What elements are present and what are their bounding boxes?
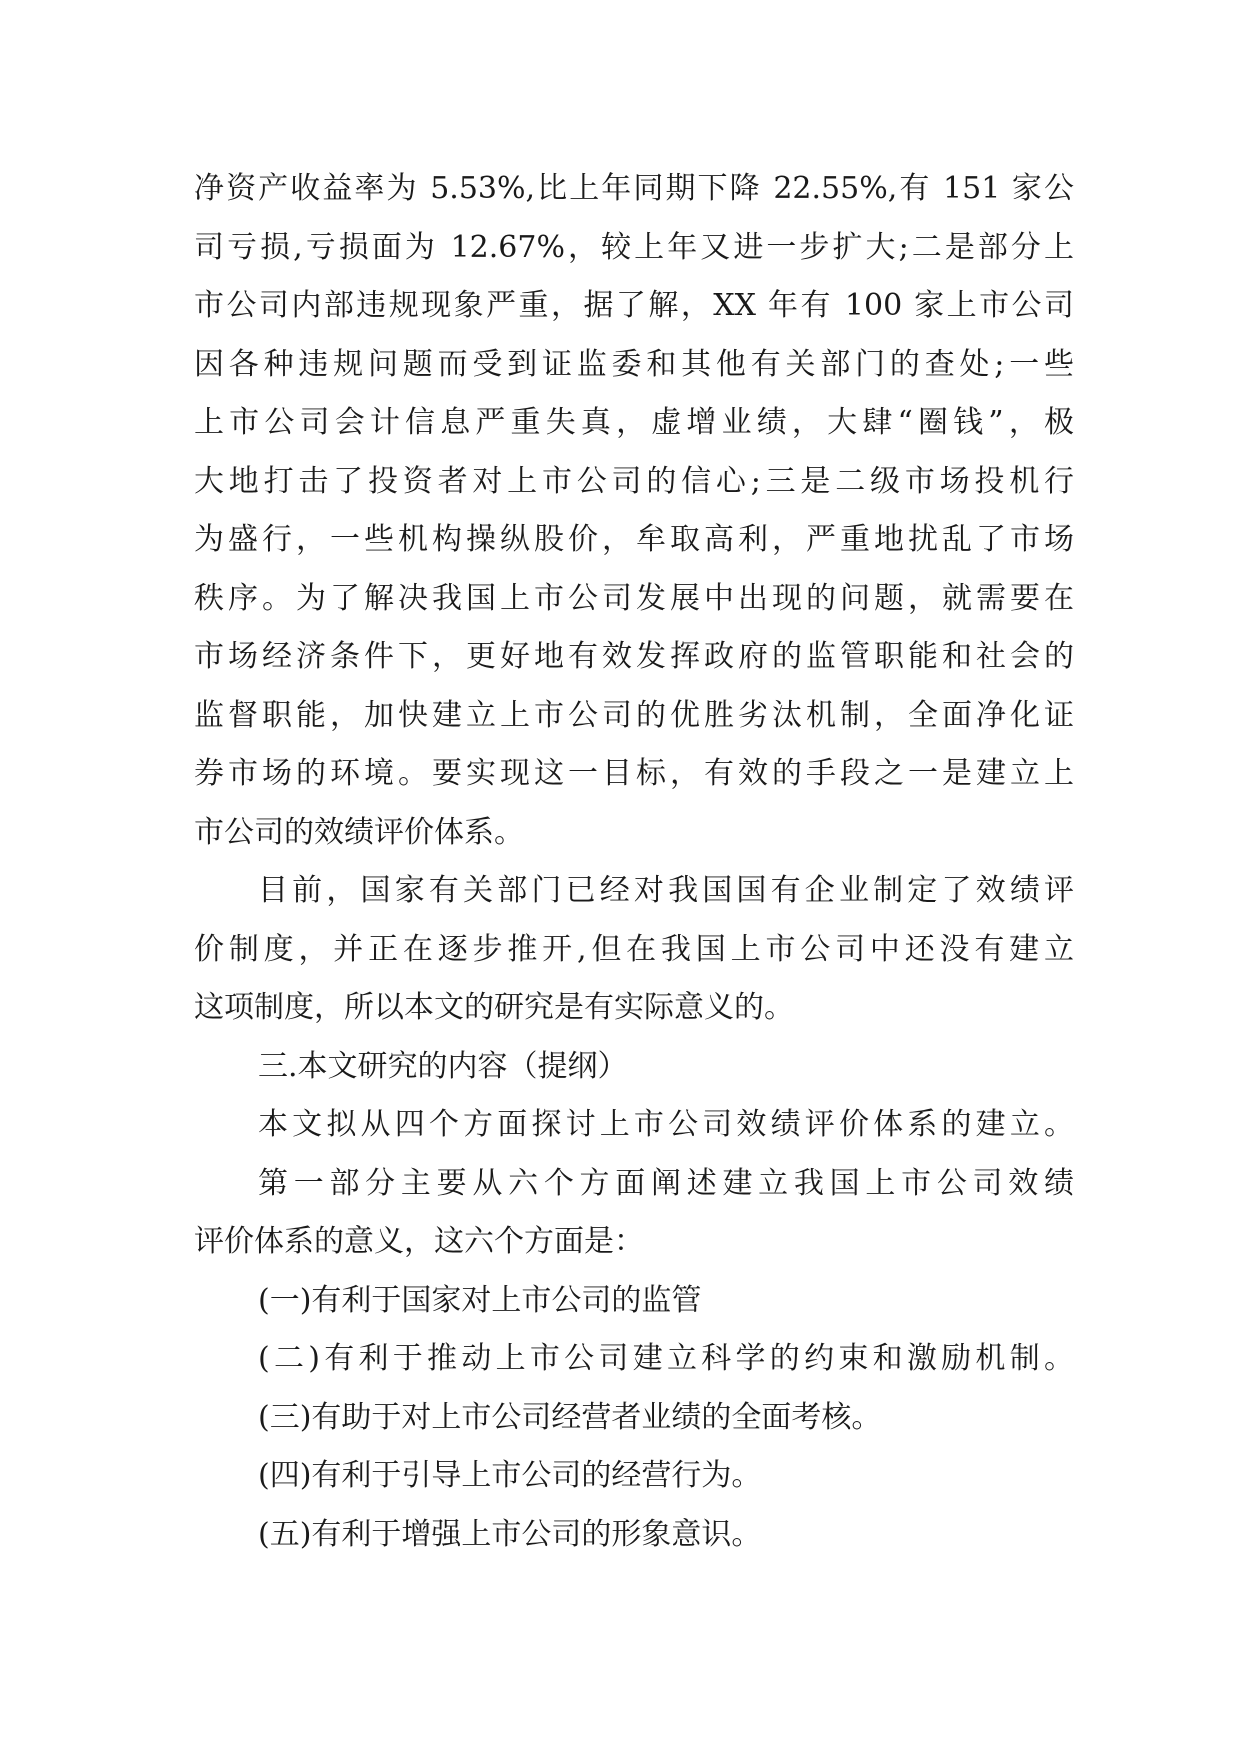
list-item: (四)有利于引导上市公司的经营行为。 bbox=[258, 1458, 762, 1493]
list-item: (三)有助于对上市公司经营者业绩的全面考核。 bbox=[258, 1399, 882, 1435]
text-line: 上市公司会计信息严重失真，虚增业绩，大肆“圈钱”，极 bbox=[194, 405, 1074, 440]
list-item: (二)有利于推动上市公司建立科学的约束和激励机制。 bbox=[258, 1341, 1074, 1376]
text-line: 司亏损,亏损面为 12.67%，较上年又进一步扩大;二是部分上 bbox=[194, 229, 1074, 265]
text-line: 目前，国家有关部门已经对我国国有企业制定了效绩评 bbox=[258, 873, 1074, 908]
section-heading: 三.本文研究的内容（提纲） bbox=[258, 1048, 628, 1084]
text-line: 券市场的环境。要实现这一目标，有效的手段之一是建立上 bbox=[194, 756, 1074, 791]
text-line: 因各种违规问题而受到证监委和其他有关部门的查处;一些 bbox=[194, 346, 1074, 382]
text-line: 本文拟从四个方面探讨上市公司效绩评价体系的建立。 bbox=[258, 1107, 1074, 1142]
text-line: 市场经济条件下，更好地有效发挥政府的监管职能和社会的 bbox=[194, 639, 1074, 674]
text-line: 价制度，并正在逐步推开,但在我国上市公司中还没有建立 bbox=[194, 931, 1074, 967]
text-line: 这项制度，所以本文的研究是有实际意义的。 bbox=[194, 990, 794, 1025]
text-line: 第一部分主要从六个方面阐述建立我国上市公司效绩 bbox=[258, 1165, 1074, 1201]
text-line: 秩序。为了解决我国上市公司发展中出现的问题，就需要在 bbox=[194, 580, 1074, 616]
text-line: 净资产收益率为 5.53%,比上年同期下降 22.55%,有 151 家公 bbox=[194, 171, 1074, 206]
text-line: 评价体系的意义，这六个方面是： bbox=[194, 1224, 644, 1259]
text-line: 监督职能，加快建立上市公司的优胜劣汰机制，全面净化证 bbox=[194, 697, 1074, 733]
text-line: 市公司的效绩评价体系。 bbox=[194, 814, 524, 850]
text-line: 大地打击了投资者对上市公司的信心;三是二级市场投机行 bbox=[194, 463, 1074, 499]
list-item: (五)有利于增强上市公司的形象意识。 bbox=[258, 1516, 762, 1552]
text-line: 市公司内部违规现象严重，据了解，XX 年有 100 家上市公司 bbox=[194, 288, 1074, 323]
body-text bbox=[194, 160, 1074, 1564]
list-item: (一)有利于国家对上市公司的监管 bbox=[258, 1282, 702, 1318]
text-line: 为盛行，一些机构操纵股价，牟取高利，严重地扰乱了市场 bbox=[194, 522, 1074, 557]
